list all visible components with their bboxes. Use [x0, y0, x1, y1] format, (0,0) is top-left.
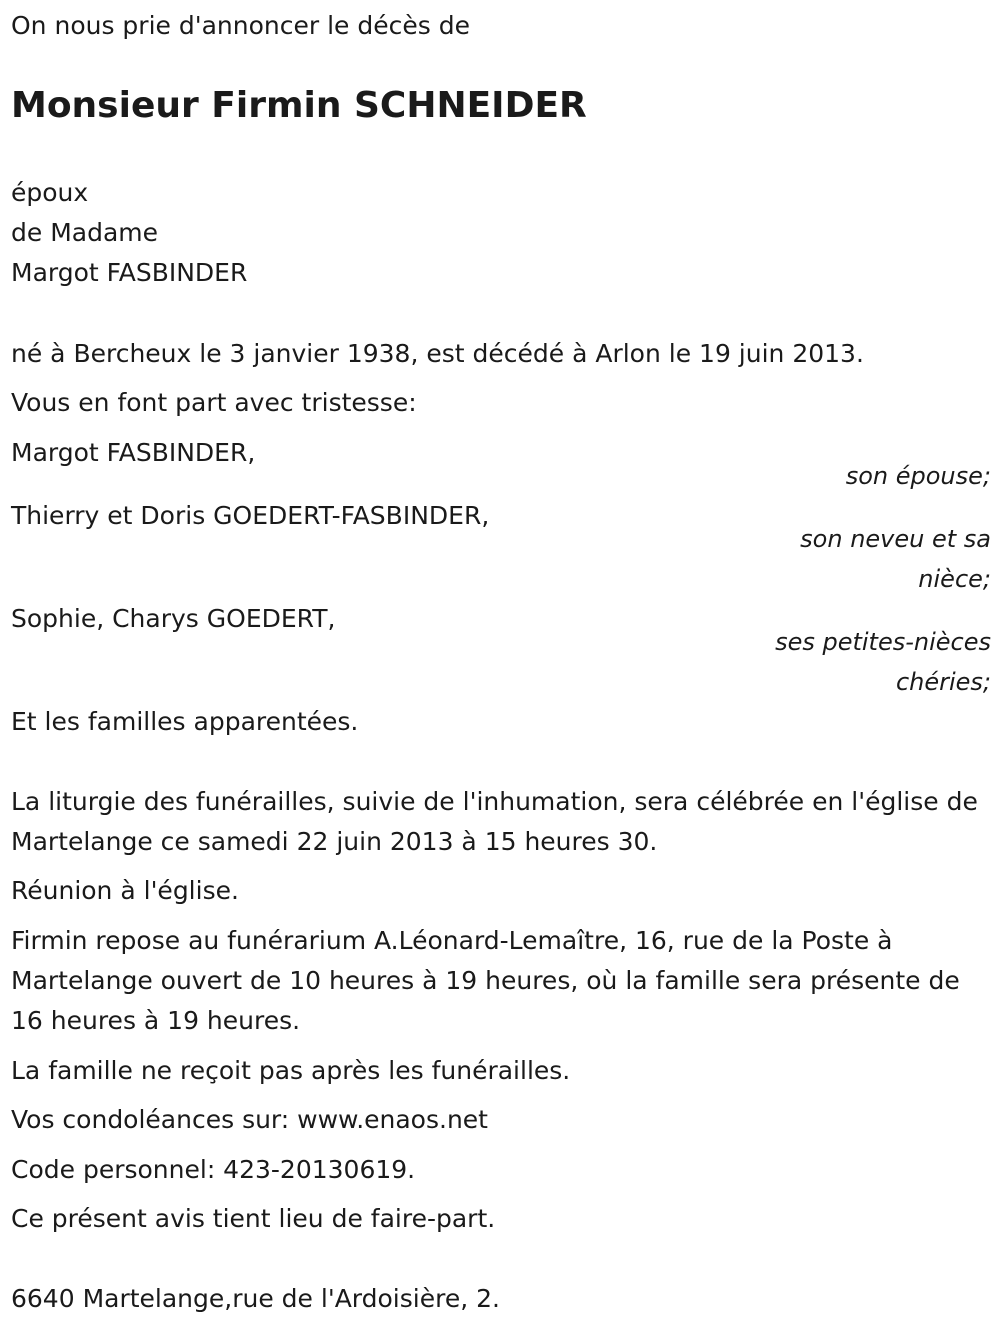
family-member-name: Sophie, Charys GOEDERT, [11, 604, 336, 633]
family-member-relation: son épouse; [845, 462, 991, 490]
families-text: Et les familles apparentées. [11, 707, 359, 736]
funerarium-text: Firmin repose au funérarium A.Léonard-Lemaître, 16, rue de la Poste à Martelange ouvert de 10 heures à 19 heures, où la famille sera présente de 16 heures à 19 heures. [11, 926, 960, 1035]
intro-text: On nous prie d'annoncer le décès de [11, 11, 470, 40]
announce-text: Vous en font part avec tristesse: [11, 388, 417, 417]
family-member-relation: son neveu et sa [800, 525, 991, 553]
reunion-text: Réunion à l'église. [11, 876, 239, 905]
family-member-name: Margot FASBINDER, [11, 438, 256, 467]
spouse-line: Margot FASBINDER [11, 258, 248, 287]
liturgy-text: La liturgie des funérailles, suivie de l'inhumation, sera célébrée en l'église de Martelange ce samedi 22 juin 2013 à 15 heures 30. [11, 787, 978, 856]
family-member-name: Thierry et Doris GOEDERT-FASBINDER, [11, 501, 490, 530]
no-reception-text: La famille ne reçoit pas après les funérailles. [11, 1056, 571, 1085]
deceased-name: Monsieur Firmin SCHNEIDER [11, 85, 587, 126]
family-member-relation: ses petites-nièces [775, 628, 991, 656]
spouse-line: époux [11, 178, 89, 207]
family-member-relation: chéries; [895, 668, 991, 696]
spouse-block [11, 173, 991, 293]
faire-part-text: Ce présent avis tient lieu de faire-part. [11, 1204, 496, 1233]
spouse-line: de Madame [11, 218, 159, 247]
personal-code-text: Code personnel: 423-20130619. [11, 1155, 416, 1184]
birth-death-text: né à Bercheux le 3 janvier 1938, est décédé à Arlon le 19 juin 2013. [11, 339, 864, 368]
address-text: 6640 Martelange,rue de l'Ardoisière, 2. [11, 1284, 500, 1313]
condolences-text: Vos condoléances sur: www.enaos.net [11, 1105, 488, 1134]
family-member-relation: nièce; [918, 565, 991, 593]
